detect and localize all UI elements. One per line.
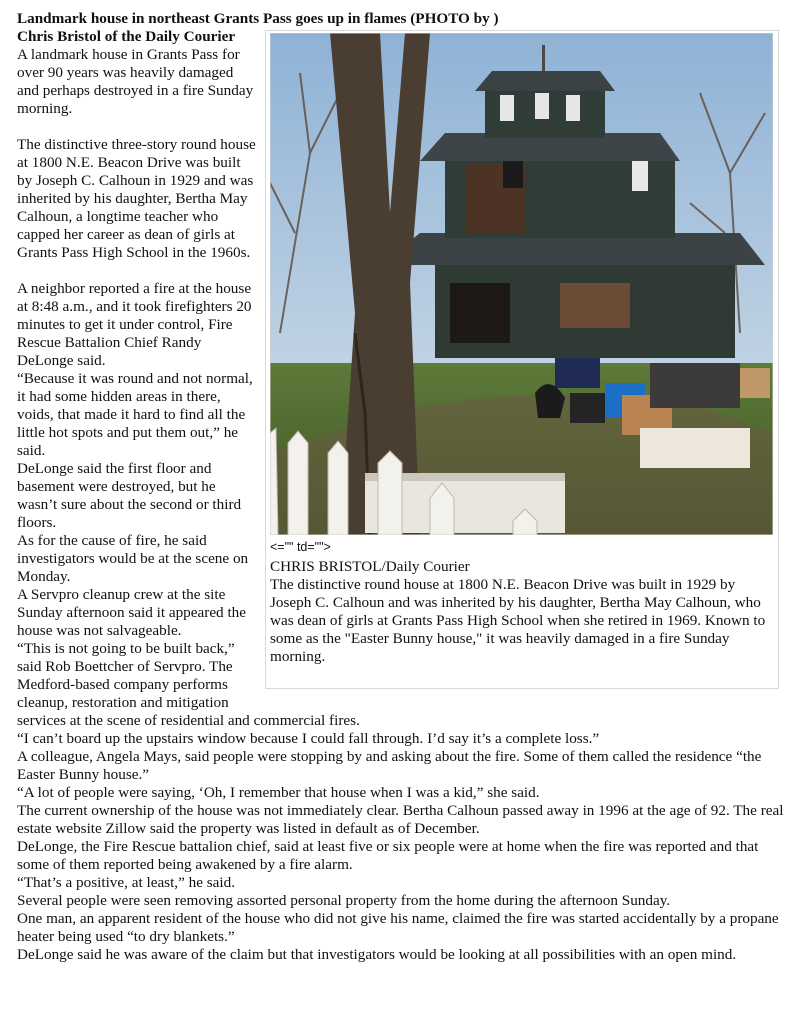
- paragraph-body: As for the cause of fire, he said investigators would be at the scene on Monday.: [17, 532, 249, 585]
- broken-image-alt-text: <="" td="">: [270, 540, 331, 554]
- photo-figure: [265, 30, 779, 689]
- paragraph-body: DeLonge said he was aware of the claim but that investigators would be looking at all possibilities with an open mind.: [17, 946, 737, 963]
- paragraph-body: A neighbor reported a fire at the house at 8:48 a.m., and it took firefighters 20 minutes to get it under control, Fire Rescue Battalion Chief Randy DeLonge said.: [17, 280, 252, 369]
- paragraph-body: “This is not going to be built back,” said Rob Boettcher of Servpro. The Medford-based company performs cleanup, restoration and mitigation services at the scene of residential and commercial fires.: [17, 640, 360, 729]
- paragraph-body: “Because it was round and not normal, it had some hidden areas in there, voids, that made it hard to find all the little hot spots and put them out,” he said.: [17, 370, 253, 459]
- paragraph-body: “I can’t board up the upstairs window because I could fall through. I’d say it’s a complete loss.”: [17, 730, 600, 747]
- paragraph-body: A Servpro cleanup crew at the site Sunday afternoon said it appeared the house was not salvageable.: [17, 586, 246, 639]
- paragraph-intro-2: The distinctive three-story round house at 1800 N.E. Beacon Drive was built by Joseph C. Calhoun in 1929 and was inherited by his daughter, Bertha May Calhoun, a longtime teacher who capped her career as dean of girls at Grants Pass High School in the 1960s.: [17, 136, 256, 261]
- byline: Chris Bristol of the Daily Courier: [17, 28, 236, 45]
- house-fire-photo: [270, 33, 773, 535]
- paragraph-body: The current ownership of the house was not immediately clear. Bertha Calhoun passed away in 1996 at the age of 92. The real estate website Zillow said the property was listed in default as of December.: [17, 802, 784, 837]
- paragraph-body: “That’s a positive, at least,” he said.: [17, 874, 236, 891]
- paragraph-body: Several people were seen removing assorted personal property from the home during the afternoon Sunday.: [17, 892, 671, 909]
- article: [17, 10, 787, 964]
- paragraph-body: DeLonge said the first floor and basement were destroyed, but he wasn’t sure about the second or third floors.: [17, 460, 242, 531]
- paragraph-body: A colleague, Angela Mays, said people were stopping by and asking about the fire. Some of them called the residence “the Easter Bunny house.”: [17, 748, 762, 783]
- headline: Landmark house in northeast Grants Pass goes up in flames (PHOTO by ): [17, 10, 499, 27]
- photo-credit: CHRIS BRISTOL/Daily Courier: [270, 558, 470, 575]
- paragraph-body: One man, an apparent resident of the house who did not give his name, claimed the fire was started accidentally by a propane heater being used “to dry blankets.”: [17, 910, 779, 945]
- photo-caption: The distinctive round house at 1800 N.E. Beacon Drive was built in 1929 by Joseph C. Calhoun and was inherited by his daughter, Bertha May Calhoun, who was dean of girls at Grants Pass High School when she retired in 1969. Known to some as the "Easter Bunny house," it was heavily damaged in a fire Sunday morning.: [270, 576, 766, 665]
- paragraph-intro-1: A landmark house in Grants Pass for over 90 years was heavily damaged and perhaps destroyed in a fire Sunday morning.: [17, 46, 254, 117]
- paragraph-body: DeLonge, the Fire Rescue battalion chief, said at least five or six people were at home when the fire was reported and that some of them reported being awakened by a fire alarm.: [17, 838, 759, 873]
- paragraph-body: “A lot of people were saying, ‘Oh, I remember that house when I was a kid,” she said.: [17, 784, 540, 801]
